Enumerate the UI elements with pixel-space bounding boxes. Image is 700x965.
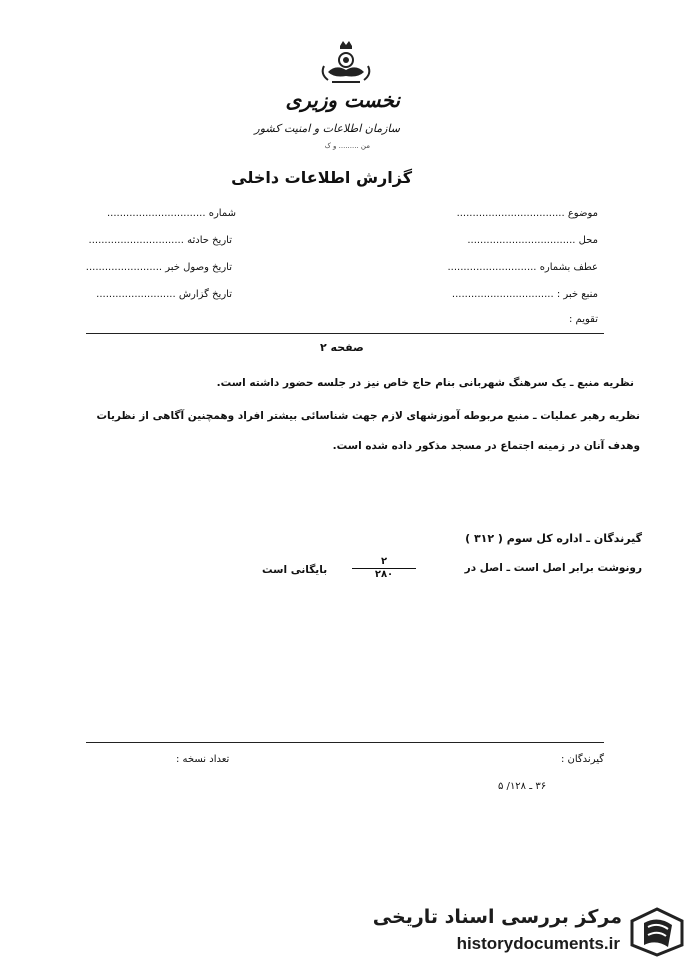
field-subject-value: .................................. — [456, 208, 565, 219]
archive-note: بایگانی است — [262, 564, 328, 576]
field-location — [467, 235, 598, 246]
field-reference — [447, 262, 598, 273]
field-incident-date — [89, 235, 232, 246]
field-assessment-label: تقویم : — [569, 314, 598, 325]
field-report-date-value: ......................... — [96, 289, 176, 300]
org-title: نخست وزیری — [285, 88, 400, 112]
field-location-value: .................................. — [467, 235, 576, 246]
fraction-bottom: ۲۸۰ — [374, 569, 394, 580]
field-source-label: منبع خبر : — [556, 289, 598, 300]
field-reference-label: عطف بشماره — [539, 262, 598, 273]
report-title: گزارش اطلاعات داخلی — [231, 168, 412, 187]
field-report-date-label: تاریخ گزارش — [178, 289, 232, 300]
form-code: ۳۶ ـ ۱۲۸/ ۵ — [498, 781, 547, 792]
recipients-line: گیرندگان ـ اداره کل سوم ( ۳۱۲ ) — [465, 532, 642, 545]
copy-note: رونوشت برابر اصل است ـ اصل در — [464, 562, 642, 574]
org-subtitle: سازمان اطلاعات و امنیت کشور — [254, 122, 400, 135]
header-divider — [86, 333, 604, 334]
field-incident-date-value: .............................. — [88, 235, 184, 246]
lion-and-sun-emblem-icon — [318, 40, 374, 86]
watermark-text-fa: مرکز بررسی اسناد تاریخی — [372, 906, 622, 928]
field-receipt-date-label: تاریخ وصول خبر — [165, 262, 232, 273]
watermark-text-en: historydocuments.ir — [456, 934, 620, 953]
field-source — [452, 289, 598, 300]
field-number — [107, 208, 236, 219]
field-number-value: ............................... — [106, 208, 206, 219]
page-number: صفحه ۲ — [320, 341, 364, 354]
field-number-label: شماره — [208, 208, 236, 219]
body-line-3: وهدف آنان در زمینه اجتماع در مسجد مذکور داده شده است. — [332, 440, 640, 452]
field-receipt-date — [86, 262, 232, 273]
footer-recipients-label: گیرندگان : — [560, 754, 604, 765]
footer-divider — [86, 742, 604, 743]
field-reference-value: ............................ — [447, 262, 537, 273]
body-line-1: نظریه منبع ـ یک سرهنگ شهربانی بنام حاج خاص نیز در جلسه حضور داشته است. — [216, 377, 634, 389]
field-location-label: محل — [578, 235, 598, 246]
fraction-top: ۲ — [352, 556, 416, 569]
footer-copies-label: تعداد نسخه : — [176, 754, 230, 765]
field-subject-label: موضوع — [567, 208, 598, 219]
field-incident-date-label: تاریخ حادثه — [187, 235, 232, 246]
field-source-value: ................................ — [451, 289, 554, 300]
field-report-date — [96, 289, 232, 300]
body-line-2: نظریه رهبر عملیات ـ منبع مربوطه آموزشهای لازم جهت شناسائی بیشتر افراد وهمچنین آگاهی از نظریات — [96, 410, 640, 422]
field-subject — [457, 208, 598, 219]
field-receipt-date-value: ........................ — [85, 262, 163, 273]
archive-fraction — [352, 556, 416, 580]
org-small-line: من ......... و ک — [324, 142, 370, 150]
field-assessment — [569, 314, 598, 325]
document-center-logo-icon — [628, 905, 686, 959]
